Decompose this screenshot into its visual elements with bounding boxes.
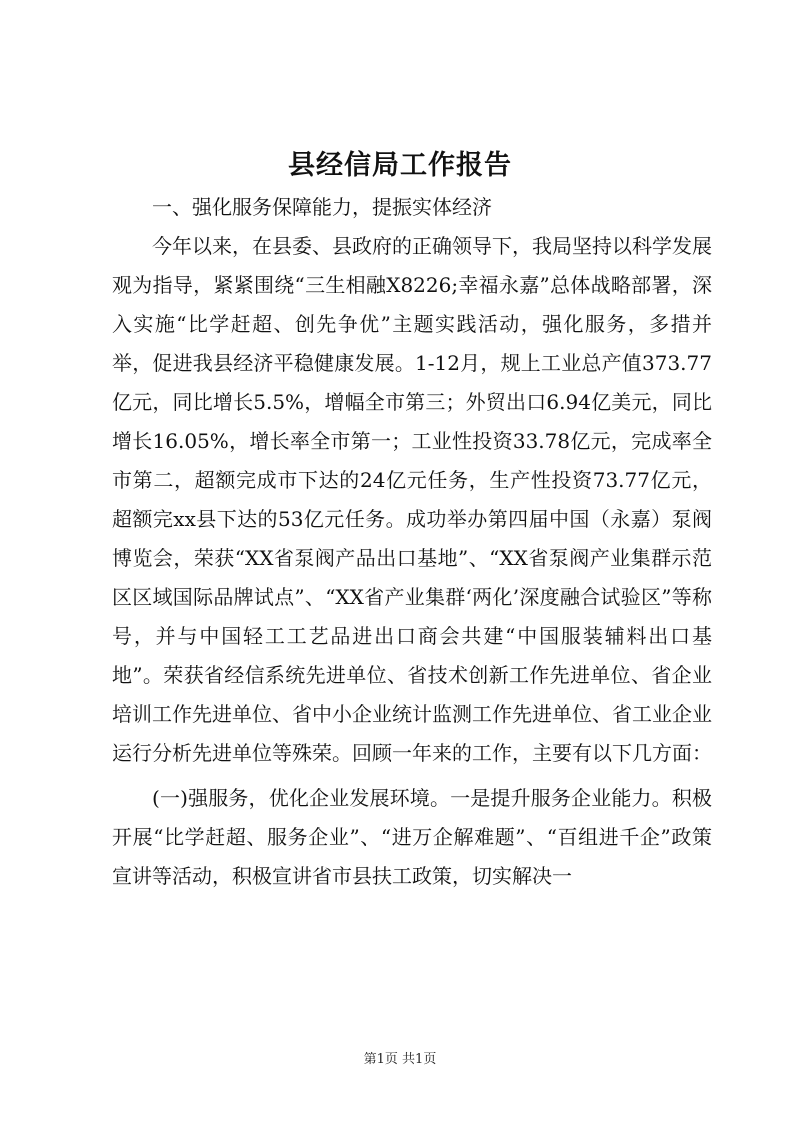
body-paragraph: (一)强服务，优化企业发展环境。一是提升服务企业能力。积极开展“比学赶超、服务企业”、“进万企解难题”、“百组进千企”政策宣讲等活动，积极宣讲省市县扶工政策，切实解决一 bbox=[112, 786, 712, 888]
body-paragraph: 今年以来，在县委、县政府的正确领导下，我局坚持以科学发展观为指导，紧紧围绕“三生相融X8226;幸福永嘉”总体战略部署，深入实施“比学赶超、创先争优”主题实践活动，强化服务，多措并举，促进我县经济平稳健康发展。1-12月，规上工业总产值373.77亿元，同比增长5.5%，增幅全市第三；外贸出口6.94亿美元，同比增长16.05%，增长率全市第一；工业性投资33.78亿元，完成率全市第二，超额完成市下达的24亿元任务，生产性投资73.77亿元，超额完xx县下达的53亿元任务。成功举办第四届中国（永嘉）泵阀博览会，荣获“XX省泵阀产品出口基地”、“XX省泵阀产业集群示范区区域国际品牌试点”、“XX省产业集群‘两化’深度融合试验区”等称号，并与中国轻工工艺品进出口商会共建“中国服装辅料出口基地”。荣获省经信系统先进单位、省技术创新工作先进单位、省企业培训工作先进单位、省中小企业统计监测工作先进单位、省工业企业运行分析先进单位等殊荣。回顾一年来的工作，主要有以下几方面： bbox=[112, 234, 712, 765]
section-heading: 一、强化服务保障能力，提振实体经济 bbox=[152, 195, 492, 219]
document-title: 县经信局工作报告 bbox=[288, 150, 512, 181]
document-body bbox=[112, 188, 712, 896]
page-footer: 第1页 共1页 bbox=[363, 1052, 437, 1067]
